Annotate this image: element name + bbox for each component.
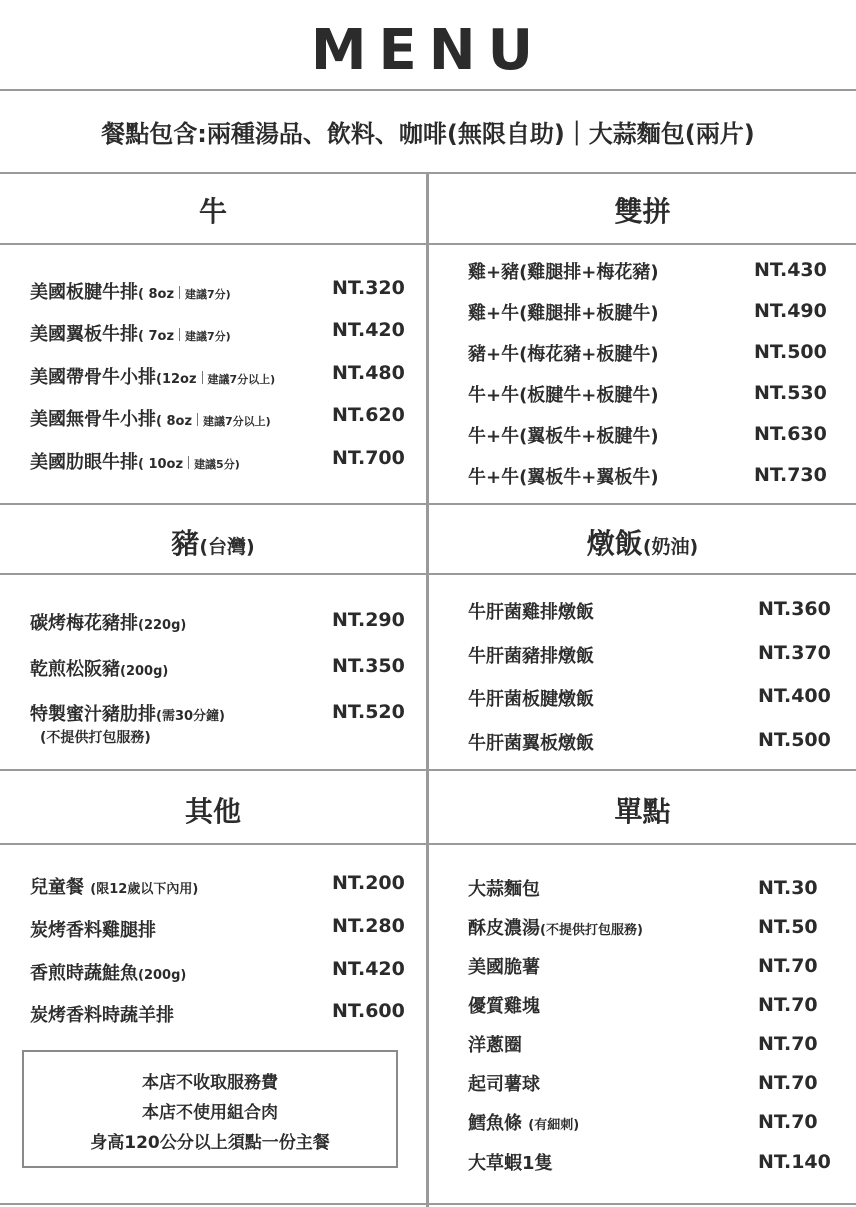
item-price: NT.140 <box>758 1151 831 1173</box>
divider <box>0 769 856 771</box>
divider <box>0 843 856 845</box>
item-price: NT.490 <box>754 300 827 322</box>
list-item: 洋蔥圈 <box>468 1035 522 1056</box>
list-item: 乾煎松阪豬(200g) <box>30 659 169 680</box>
list-item: 起司薯球 <box>468 1074 540 1095</box>
item-price: NT.400 <box>758 685 831 707</box>
list-item: 鱈魚條 (有細刺) <box>468 1113 580 1134</box>
item-price: NT.500 <box>754 341 827 363</box>
list-item: 香煎時蔬鮭魚(200g) <box>30 963 187 984</box>
item-price: NT.350 <box>332 655 405 677</box>
list-item: 雞+豬(雞腿排+梅花豬) <box>468 262 659 283</box>
list-item: 豬+牛(梅花豬+板腱牛) <box>468 344 659 365</box>
item-price: NT.30 <box>758 877 818 899</box>
list-item: 兒童餐 (限12歲以下內用) <box>30 877 199 898</box>
item-price: NT.420 <box>332 319 405 341</box>
list-item: 炭烤香料雞腿排 <box>30 920 156 941</box>
item-price: NT.630 <box>754 423 827 445</box>
divider <box>0 503 856 505</box>
list-item: 特製蜜汁豬肋排(需30分鐘) <box>30 704 225 725</box>
item-price: NT.290 <box>332 609 405 631</box>
notice-box <box>22 1050 398 1168</box>
item-price: NT.600 <box>332 1000 405 1022</box>
item-price: NT.280 <box>332 915 405 937</box>
item-price: NT.500 <box>758 729 831 751</box>
column-divider <box>426 172 429 1207</box>
list-item: 碳烤梅花豬排(220g) <box>30 613 187 634</box>
list-item: 優質雞塊 <box>468 996 540 1017</box>
item-price: NT.620 <box>332 404 405 426</box>
item-price: NT.70 <box>758 1072 818 1094</box>
list-item: 大草蝦1隻 <box>468 1153 553 1174</box>
item-price: NT.730 <box>754 464 827 486</box>
list-item: 美國板腱牛排( 8oz 建議7分) <box>30 282 231 303</box>
item-price: NT.530 <box>754 382 827 404</box>
list-item: 美國肋眼牛排( 10oz 建議5分) <box>30 452 240 473</box>
divider <box>0 1203 856 1205</box>
notice-line: 身高120公分以上須點一份主餐 <box>90 1133 330 1153</box>
section-title-pork: 豬(台灣) <box>171 527 255 560</box>
item-price: NT.50 <box>758 916 818 938</box>
list-item: 牛肝菌板腱燉飯 <box>468 689 594 710</box>
list-item: 酥皮濃湯(不提供打包服務) <box>468 918 643 939</box>
divider <box>0 89 856 91</box>
list-item: 牛肝菌豬排燉飯 <box>468 646 594 667</box>
menu-title: MENU <box>310 18 546 83</box>
divider <box>0 573 856 575</box>
notice-line: 本店不使用組合肉 <box>142 1103 278 1123</box>
list-item: 牛+牛(翼板牛+板腱牛) <box>468 426 659 447</box>
list-item: 雞+牛(雞腿排+板腱牛) <box>468 303 659 324</box>
item-price: NT.420 <box>332 958 405 980</box>
list-item: 牛肝菌翼板燉飯 <box>468 733 594 754</box>
item-price: NT.70 <box>758 1111 818 1133</box>
item-price: NT.70 <box>758 994 818 1016</box>
notice-line: 本店不收取服務費 <box>142 1073 278 1093</box>
list-item: 美國無骨牛小排( 8oz 建議7分以上) <box>30 409 271 430</box>
list-item: 美國帶骨牛小排(12oz 建議7分以上) <box>30 367 276 388</box>
item-subnote: (不提供打包服務) <box>40 730 151 746</box>
section-title-alacarte: 單點 <box>614 795 671 828</box>
item-price: NT.70 <box>758 955 818 977</box>
list-item: 炭烤香料時蔬羊排 <box>30 1005 174 1026</box>
item-price: NT.480 <box>332 362 405 384</box>
item-price: NT.370 <box>758 642 831 664</box>
list-item: 美國脆薯 <box>468 957 540 978</box>
item-price: NT.320 <box>332 277 405 299</box>
list-item: 美國翼板牛排( 7oz 建議7分) <box>30 324 231 345</box>
list-item: 大蒜麵包 <box>468 879 540 900</box>
included-items-note: 餐點包含:兩種湯品、飲料、咖啡(無限自助)｜大蒜麵包(兩片) <box>101 120 755 148</box>
list-item: 牛+牛(板腱牛+板腱牛) <box>468 385 659 406</box>
section-title-beef: 牛 <box>198 195 227 228</box>
divider <box>0 243 856 245</box>
list-item: 牛肝菌雞排燉飯 <box>468 602 594 623</box>
item-price: NT.200 <box>332 872 405 894</box>
list-item: 牛+牛(翼板牛+翼板牛) <box>468 467 659 488</box>
item-price: NT.430 <box>754 259 827 281</box>
item-price: NT.700 <box>332 447 405 469</box>
section-title-combo: 雙拼 <box>614 195 671 228</box>
item-price: NT.360 <box>758 598 831 620</box>
item-price: NT.520 <box>332 701 405 723</box>
item-price: NT.70 <box>758 1033 818 1055</box>
section-title-risotto: 燉飯(奶油) <box>586 527 699 560</box>
section-title-others: 其他 <box>184 795 241 828</box>
